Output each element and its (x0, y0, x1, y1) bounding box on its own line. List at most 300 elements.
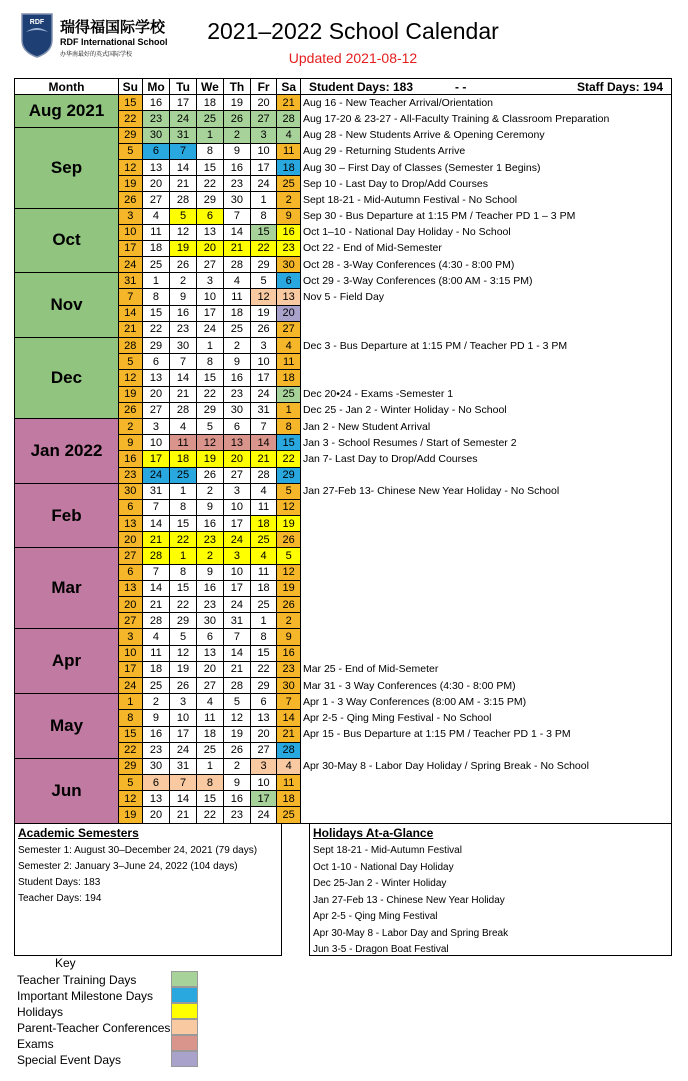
day-cell: 17 (250, 159, 277, 175)
day-cell: 25 (196, 742, 223, 758)
event-note: Oct 28 - 3-Way Conferences (4:30 - 8:00 PM) (300, 257, 671, 273)
day-cell: 27 (250, 742, 277, 758)
day-cell: 9 (142, 710, 170, 726)
day-cell: 13 (250, 710, 277, 726)
day-cell: 12 (170, 645, 196, 661)
day-cell: 15 (250, 645, 277, 661)
day-cell: 16 (170, 305, 196, 321)
event-note: Oct 1–10 - National Day Holiday - No School (300, 224, 671, 240)
day-cell: 1 (196, 127, 223, 143)
day-header-tu: Tu (170, 79, 196, 95)
day-cell: 15 (170, 516, 196, 532)
day-cell: 13 (142, 159, 170, 175)
day-cell: 30 (277, 257, 301, 273)
day-cell: 11 (277, 354, 301, 370)
day-cell: 20 (142, 807, 170, 823)
day-cell: 10 (142, 435, 170, 451)
day-cell: 17 (142, 451, 170, 467)
day-cell: 2 (224, 338, 251, 354)
month-label: Sep (15, 127, 119, 208)
day-cell: 11 (277, 143, 301, 159)
day-cell: 5 (119, 354, 143, 370)
day-cell: 1 (250, 192, 277, 208)
day-cell: 12 (277, 564, 301, 580)
day-cell: 21 (170, 176, 196, 192)
day-cell: 1 (142, 273, 170, 289)
event-note: Jan 27-Feb 13- Chinese New Year Holiday - No School (300, 483, 671, 499)
event-note: Sep 10 - Last Day to Drop/Add Courses (300, 176, 671, 192)
day-cell: 19 (119, 176, 143, 192)
day-cell: 20 (142, 386, 170, 402)
day-cell: 2 (196, 483, 223, 499)
month-label: Aug 2021 (15, 95, 119, 127)
day-cell: 24 (119, 257, 143, 273)
day-cell: 3 (250, 127, 277, 143)
week-row (15, 208, 672, 224)
day-cell: 27 (142, 192, 170, 208)
day-cell: 8 (196, 775, 223, 791)
day-cell: 26 (170, 677, 196, 693)
day-cell: 14 (170, 159, 196, 175)
day-cell: 19 (277, 516, 301, 532)
day-cell: 15 (119, 726, 143, 742)
event-note: Aug 29 - Returning Students Arrive (300, 143, 671, 159)
day-cell: 4 (277, 758, 301, 774)
day-cell: 18 (277, 159, 301, 175)
day-cell: 18 (250, 516, 277, 532)
key-swatch-special (171, 1051, 198, 1067)
day-cell: 12 (119, 159, 143, 175)
day-cell: 26 (170, 257, 196, 273)
day-cell: 20 (142, 176, 170, 192)
day-cell: 18 (142, 240, 170, 256)
day-cell: 7 (119, 289, 143, 305)
day-cell: 1 (170, 548, 196, 564)
day-cell: 2 (224, 127, 251, 143)
day-cell: 28 (277, 111, 301, 127)
event-note: Sept 18-21 - Mid-Autumn Festival - No School (300, 192, 671, 208)
day-cell: 26 (119, 192, 143, 208)
day-cell: 6 (119, 564, 143, 580)
day-cell: 14 (142, 580, 170, 596)
day-cell: 31 (170, 758, 196, 774)
day-cell: 26 (277, 532, 301, 548)
day-cell: 9 (196, 564, 223, 580)
day-header-sa: Sa (277, 79, 301, 95)
day-cell: 29 (170, 613, 196, 629)
day-cell: 8 (119, 710, 143, 726)
day-cell: 21 (224, 240, 251, 256)
week-row (15, 629, 672, 645)
academic-line: Student Days: 183 (18, 876, 101, 888)
day-cell: 10 (196, 289, 223, 305)
day-cell: 17 (250, 370, 277, 386)
day-cell: 29 (142, 338, 170, 354)
day-cell: 15 (277, 435, 301, 451)
day-cell: 8 (250, 208, 277, 224)
day-cell: 14 (170, 370, 196, 386)
day-cell: 16 (142, 95, 170, 111)
day-cell: 12 (224, 710, 251, 726)
key-swatch-conferences (171, 1019, 198, 1035)
day-cell: 1 (250, 613, 277, 629)
day-cell: 5 (170, 208, 196, 224)
holiday-line: Oct 1-10 - National Day Holiday (313, 861, 454, 873)
day-cell: 20 (277, 305, 301, 321)
day-cell: 21 (277, 95, 301, 111)
day-cell: 22 (119, 742, 143, 758)
day-cell: 23 (224, 807, 251, 823)
event-note (300, 532, 671, 548)
student-days-count: Student Days: 183 (308, 79, 413, 94)
day-cell: 13 (196, 224, 223, 240)
day-cell: 9 (277, 208, 301, 224)
month-label: Apr (15, 629, 119, 694)
day-cell: 6 (250, 694, 277, 710)
day-cell: 18 (277, 791, 301, 807)
day-cell: 29 (196, 192, 223, 208)
day-cell: 30 (224, 192, 251, 208)
day-cell: 8 (196, 354, 223, 370)
day-cell: 24 (196, 321, 223, 337)
day-cell: 12 (170, 224, 196, 240)
event-note: Jan 3 - School Resumes / Start of Semester 2 (300, 435, 671, 451)
day-cell: 25 (277, 386, 301, 402)
holidays-title: Holidays At-a-Glance (313, 826, 434, 840)
day-cell: 22 (196, 807, 223, 823)
day-cell: 4 (224, 273, 251, 289)
day-cell: 30 (277, 677, 301, 693)
event-note: Aug 28 - New Students Arrive & Opening Ceremony (300, 127, 671, 143)
day-cell: 7 (142, 564, 170, 580)
event-note (300, 629, 671, 645)
day-cell: 28 (277, 742, 301, 758)
day-cell: 13 (119, 580, 143, 596)
day-cell: 23 (196, 532, 223, 548)
day-cell: 21 (142, 597, 170, 613)
days-summary-header (300, 79, 671, 95)
holiday-line: Apr 30-May 8 - Labor Day and Spring Break (313, 927, 509, 939)
day-cell: 29 (119, 758, 143, 774)
day-cell: 7 (224, 208, 251, 224)
day-cell: 23 (142, 111, 170, 127)
day-cell: 19 (277, 580, 301, 596)
day-cell: 16 (277, 645, 301, 661)
day-cell: 1 (119, 694, 143, 710)
academic-line: Teacher Days: 194 (18, 892, 102, 904)
key-swatch-training (171, 971, 198, 987)
day-cell: 19 (224, 726, 251, 742)
day-cell: 15 (170, 580, 196, 596)
day-cell: 26 (119, 402, 143, 418)
day-cell: 18 (250, 580, 277, 596)
event-note (300, 580, 671, 596)
day-cell: 11 (196, 710, 223, 726)
day-cell: 13 (142, 791, 170, 807)
day-cell: 14 (119, 305, 143, 321)
day-cell: 17 (119, 661, 143, 677)
day-cell: 31 (224, 613, 251, 629)
day-cell: 14 (250, 435, 277, 451)
day-cell: 9 (170, 289, 196, 305)
event-note: Mar 25 - End of Mid-Semeter (300, 661, 671, 677)
day-cell: 8 (170, 499, 196, 515)
day-cell: 24 (224, 597, 251, 613)
day-cell: 23 (224, 386, 251, 402)
day-cell: 22 (170, 597, 196, 613)
day-cell: 5 (119, 775, 143, 791)
day-cell: 16 (277, 224, 301, 240)
day-cell: 14 (142, 516, 170, 532)
day-cell: 2 (170, 273, 196, 289)
color-key (17, 956, 207, 1076)
day-cell: 26 (277, 597, 301, 613)
day-cell: 30 (170, 338, 196, 354)
day-cell: 3 (224, 483, 251, 499)
day-cell: 15 (142, 305, 170, 321)
holiday-line: Sept 18-21 - Mid-Autumn Festival (313, 845, 462, 856)
event-note: Jan 7- Last Day to Drop/Add Courses (300, 451, 671, 467)
event-note: Aug 17-20 & 23-27 - All-Faculty Training & Classroom Preparation (300, 111, 671, 127)
school-name-chinese: 瑞得福国际学校 (60, 19, 166, 36)
day-cell: 5 (170, 629, 196, 645)
key-label-milestone: Important Milestone Days (17, 989, 154, 1003)
day-cell: 21 (170, 807, 196, 823)
academic-line: Semester 2: January 3–June 24, 2022 (104 days) (18, 860, 238, 872)
day-cell: 25 (277, 807, 301, 823)
event-note: Apr 30-May 8 - Labor Day Holiday / Spring Break - No School (300, 758, 671, 774)
event-note (300, 305, 671, 321)
day-cell: 30 (119, 483, 143, 499)
month-label: Jan 2022 (15, 418, 119, 483)
key-label-training: Teacher Training Days (17, 973, 137, 987)
day-header-we: We (196, 79, 223, 95)
day-cell: 16 (224, 370, 251, 386)
day-cell: 17 (170, 95, 196, 111)
event-note (300, 597, 671, 613)
event-note: Nov 5 - Field Day (300, 289, 671, 305)
academic-semesters-title: Academic Semesters (18, 826, 139, 840)
day-cell: 2 (119, 418, 143, 434)
day-cell: 13 (224, 435, 251, 451)
day-cell: 2 (224, 758, 251, 774)
day-cell: 10 (224, 564, 251, 580)
day-cell: 25 (250, 532, 277, 548)
day-cell: 2 (196, 548, 223, 564)
day-cell: 28 (142, 548, 170, 564)
day-cell: 26 (224, 111, 251, 127)
day-cell: 19 (170, 240, 196, 256)
event-note: Aug 16 - New Teacher Arrival/Orientation (300, 95, 671, 111)
staff-days-count: Staff Days: 194 (576, 79, 663, 94)
day-cell: 4 (277, 127, 301, 143)
day-cell: 15 (196, 370, 223, 386)
event-note: Aug 30 – First Day of Classes (Semester 1 Begins) (300, 159, 671, 175)
holiday-line: Dec 25-Jan 2 - Winter Holiday (313, 878, 447, 889)
day-cell: 7 (170, 143, 196, 159)
day-cell: 7 (277, 694, 301, 710)
page-header (0, 0, 688, 78)
day-cell: 16 (119, 451, 143, 467)
event-note (300, 370, 671, 386)
day-cell: 18 (142, 661, 170, 677)
holiday-line: Jan 27-Feb 13 - Chinese New Year Holiday (313, 894, 505, 906)
svg-text:RDF: RDF (29, 19, 45, 26)
day-cell: 16 (196, 516, 223, 532)
day-cell: 6 (142, 354, 170, 370)
summary-section (14, 824, 672, 956)
day-cell: 29 (196, 402, 223, 418)
day-cell: 17 (119, 240, 143, 256)
day-cell: 18 (196, 726, 223, 742)
day-cell: 11 (250, 499, 277, 515)
day-cell: 28 (224, 257, 251, 273)
day-cell: 18 (277, 370, 301, 386)
day-cell: 28 (250, 467, 277, 483)
day-cell: 29 (119, 127, 143, 143)
day-cell: 15 (119, 95, 143, 111)
day-cell: 20 (119, 597, 143, 613)
day-cell: 4 (277, 338, 301, 354)
day-cell: 28 (170, 192, 196, 208)
day-cell: 13 (142, 370, 170, 386)
day-cell: 27 (142, 402, 170, 418)
day-cell: 12 (250, 289, 277, 305)
day-cell: 19 (224, 95, 251, 111)
day-cell: 3 (142, 418, 170, 434)
event-note (300, 548, 671, 564)
day-cell: 28 (170, 402, 196, 418)
day-cell: 22 (250, 240, 277, 256)
day-cell: 2 (277, 192, 301, 208)
day-cell: 8 (196, 143, 223, 159)
holiday-line: Jun 3-5 - Dragon Boat Festival (313, 944, 449, 955)
day-cell: 11 (224, 289, 251, 305)
day-cell: 8 (277, 418, 301, 434)
day-cell: 4 (250, 483, 277, 499)
day-cell: 31 (142, 483, 170, 499)
day-cell: 6 (196, 208, 223, 224)
key-swatch-holidays (171, 1003, 198, 1019)
week-row (15, 483, 672, 499)
day-cell: 15 (196, 791, 223, 807)
day-cell: 7 (170, 354, 196, 370)
day-cell: 21 (250, 451, 277, 467)
week-row (15, 95, 672, 111)
day-cell: 20 (196, 240, 223, 256)
day-cell: 10 (119, 645, 143, 661)
month-label: Jun (15, 758, 119, 823)
day-cell: 24 (119, 677, 143, 693)
day-cell: 5 (196, 418, 223, 434)
day-cell: 25 (142, 257, 170, 273)
day-cell: 21 (119, 321, 143, 337)
day-cell: 11 (250, 564, 277, 580)
day-cell: 16 (224, 791, 251, 807)
day-cell: 16 (224, 159, 251, 175)
week-row (15, 548, 672, 564)
updated-date: Updated 2021-08-12 (288, 50, 418, 66)
event-note: Dec 25 - Jan 2 - Winter Holiday - No School (300, 402, 671, 418)
day-cell: 3 (196, 273, 223, 289)
day-cell: 23 (170, 321, 196, 337)
event-note: Oct 22 - End of Mid-Semester (300, 240, 671, 256)
day-cell: 23 (196, 597, 223, 613)
day-cell: 19 (119, 386, 143, 402)
day-cell: 12 (277, 499, 301, 515)
event-note: Oct 29 - 3-Way Conferences (8:00 AM - 3:15 PM) (300, 273, 671, 289)
day-cell: 31 (170, 127, 196, 143)
day-cell: 1 (170, 483, 196, 499)
day-cell: 28 (142, 613, 170, 629)
day-cell: 30 (224, 402, 251, 418)
day-cell: 26 (250, 321, 277, 337)
day-cell: 5 (277, 483, 301, 499)
day-cell: 11 (142, 224, 170, 240)
day-cell: 7 (142, 499, 170, 515)
day-cell: 17 (224, 516, 251, 532)
academic-line: Semester 1: August 30–December 24, 2021 (79 days) (18, 844, 258, 856)
event-note: Apr 2-5 - Qing Ming Festival - No School (300, 710, 671, 726)
key-title: Key (55, 956, 76, 970)
day-cell: 23 (277, 661, 301, 677)
day-cell: 3 (224, 548, 251, 564)
day-cell: 13 (196, 645, 223, 661)
day-cell: 4 (142, 208, 170, 224)
day-cell: 24 (170, 111, 196, 127)
month-column-header: Month (15, 79, 119, 95)
day-cell: 3 (170, 694, 196, 710)
day-cell: 6 (224, 418, 251, 434)
day-cell: 11 (170, 435, 196, 451)
day-cell: 24 (250, 386, 277, 402)
day-cell: 22 (119, 111, 143, 127)
event-note (300, 564, 671, 580)
day-cell: 25 (277, 176, 301, 192)
key-label-conferences: Parent-Teacher Conferences (17, 1021, 171, 1035)
day-cell: 24 (250, 176, 277, 192)
day-cell: 28 (119, 338, 143, 354)
day-cell: 10 (170, 710, 196, 726)
event-note (300, 499, 671, 515)
event-note (300, 321, 671, 337)
day-cell: 27 (277, 321, 301, 337)
day-cell: 27 (196, 257, 223, 273)
month-label: Oct (15, 208, 119, 273)
event-note: Dec 3 - Bus Departure at 1:15 PM / Teacher PD 1 - 3 PM (300, 338, 671, 354)
day-cell: 7 (170, 775, 196, 791)
day-cell: 22 (250, 661, 277, 677)
day-header-mo: Mo (142, 79, 170, 95)
day-cell: 30 (196, 613, 223, 629)
week-row (15, 758, 672, 774)
day-cell: 6 (142, 775, 170, 791)
day-cell: 17 (224, 580, 251, 596)
day-cell: 12 (119, 370, 143, 386)
day-cell: 21 (277, 726, 301, 742)
day-cell: 5 (250, 273, 277, 289)
event-note: Dec 20•24 - Exams -Semester 1 (300, 386, 671, 402)
day-header-fr: Fr (250, 79, 277, 95)
day-cell: 7 (224, 629, 251, 645)
day-cell: 26 (224, 742, 251, 758)
event-note: Apr 15 - Bus Departure at 1:15 PM / Teacher PD 1 - 3 PM (300, 726, 671, 742)
event-note (300, 613, 671, 629)
key-label-special: Special Event Days (17, 1053, 122, 1067)
day-cell: 24 (142, 467, 170, 483)
event-note: Sep 30 - Bus Departure at 1:15 PM / Teacher PD 1 – 3 PM (300, 208, 671, 224)
day-cell: 31 (250, 402, 277, 418)
